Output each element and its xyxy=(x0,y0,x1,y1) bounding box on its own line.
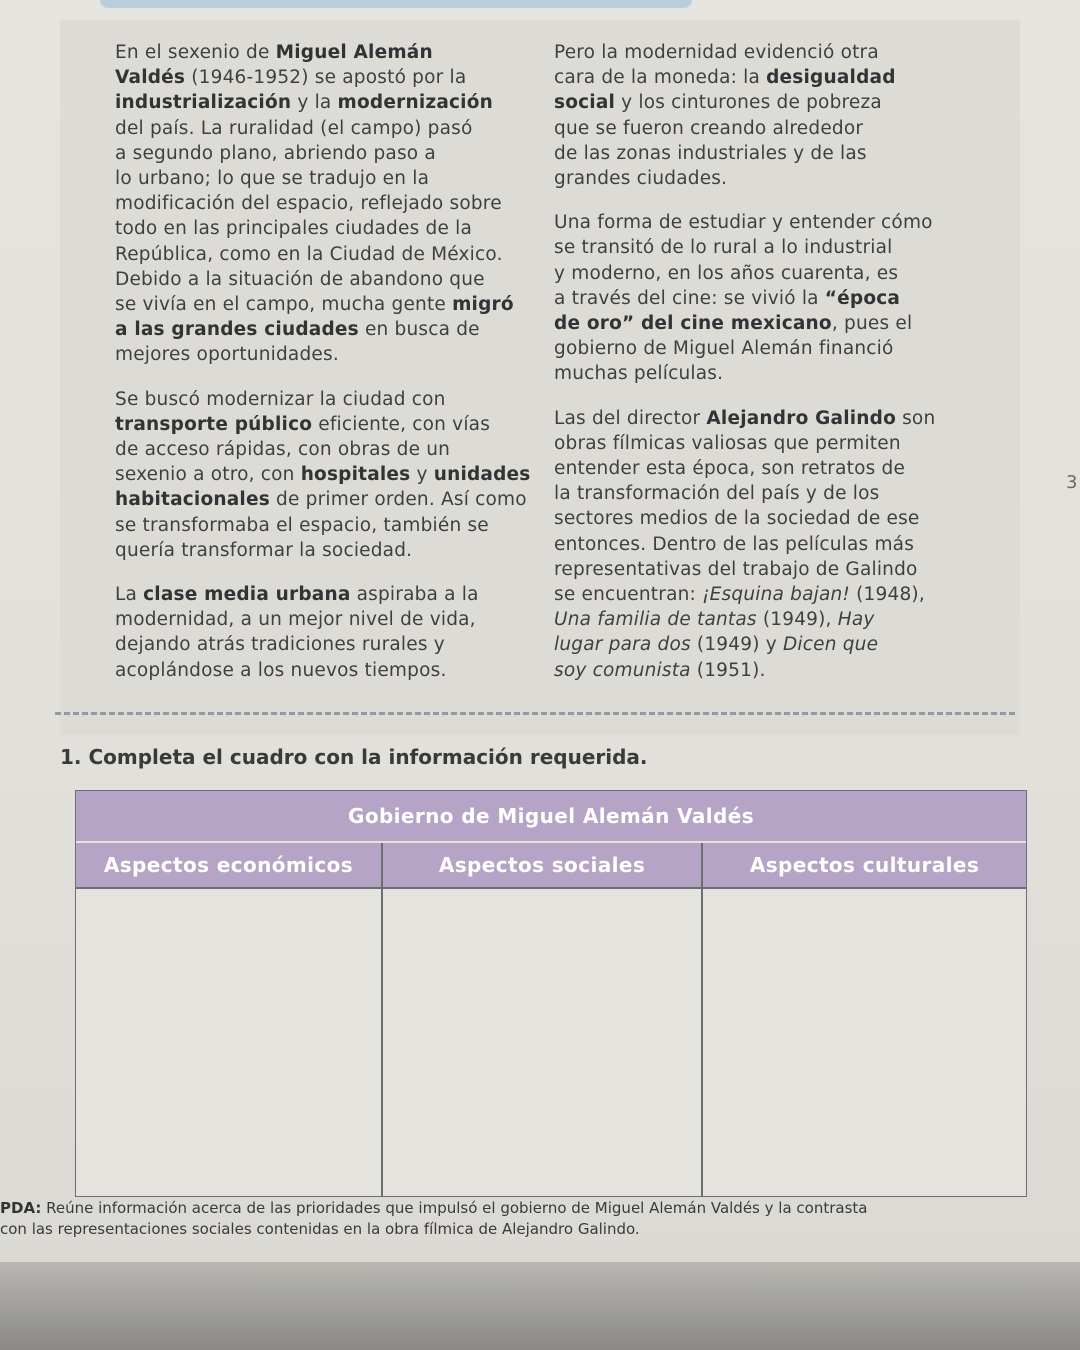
economic-aspects-answer-cell[interactable] xyxy=(76,889,381,1195)
paragraph-modernize-city: Se buscó modernizar la ciudad con transporte público eficiente, con vías de acceso rápidas, con obras de un sexenio a otro, con hospitales y unidades habitacionales de primer orden. Así como se transformaba el espacio, también se quería transformar la sociedad. xyxy=(115,388,531,561)
header-economic-aspects: Aspectos económicos xyxy=(76,843,381,887)
top-color-band xyxy=(100,0,692,8)
left-text-column xyxy=(115,40,531,702)
table-title: Gobierno de Miguel Alemán Valdés xyxy=(76,791,1026,841)
dashed-divider xyxy=(55,712,1015,715)
bottom-shadow xyxy=(0,1262,1080,1350)
paragraph-cinema-golden-age: Una forma de estudiar y entender cómo se transitó de lo rural a lo industrial y moderno, en los años cuarenta, es a través del cine: se vivió la “época de oro” del cine mexicano, pues el gobierno de Miguel Alemán financió muchas películas. xyxy=(554,212,933,385)
aspects-table xyxy=(75,790,1027,1197)
social-aspects-answer-cell[interactable] xyxy=(383,889,701,1195)
cultural-aspects-answer-cell[interactable] xyxy=(703,889,1026,1195)
pda-line-2: con las representaciones sociales contenidas en la obra fílmica de Alejandro Galindo. xyxy=(0,1220,640,1238)
paragraph-aleman-industrialization: En el sexenio de Miguel Alemán Valdés (1946-1952) se apostó por la industrialización y la modernización del país. La ruralidad (el campo) pasó a segundo plano, abriendo paso a lo urbano; lo que se tradujo en la modificación del espacio, reflejado sobre todo en las principales ciudades de la República, como en la Ciudad de México. Debido a la situación de abandono que se vivía en el campo, mucha gente migró a las grandes ciudades en busca de mejores oportunidades. xyxy=(115,42,514,366)
exercise-instruction: 1. Completa el cuadro con la información requerida. xyxy=(60,745,648,769)
paragraph-galindo-films: Las del director Alejandro Galindo son obras fílmicas valiosas que permiten entender esta época, son retratos de la transformación del país y de los sectores medios de la sociedad de ese entonces. Dentro de las películas más representativas del trabajo de Galindo se encuentran: ¡Esquina bajan! (1948), Una familia de tantas (1949), Hay lugar para dos (1949) y Dicen que soy comunista (1951). xyxy=(554,407,936,681)
paragraph-inequality: Pero la modernidad evidenció otra cara de la moneda: la desigualdad social y los cinturones de pobreza que se fueron creando alrededor de las zonas industriales y de las grandes ciudades. xyxy=(554,42,896,190)
header-cultural-aspects: Aspectos culturales xyxy=(703,843,1026,887)
margin-page-number: 3 xyxy=(1066,472,1078,493)
pda-note xyxy=(0,1198,867,1240)
pda-label: PDA: xyxy=(0,1199,42,1217)
right-text-column xyxy=(554,40,935,702)
paragraph-middle-class: La clase media urbana aspiraba a la modernidad, a un mejor nivel de vida, dejando atrás tradiciones rurales y acoplándose a los nuevos tiempos. xyxy=(115,584,479,681)
header-social-aspects: Aspectos sociales xyxy=(383,843,701,887)
pda-line-1: Reúne información acerca de las prioridades que impulsó el gobierno de Miguel Alemán Valdés y la contrasta xyxy=(41,1199,868,1217)
